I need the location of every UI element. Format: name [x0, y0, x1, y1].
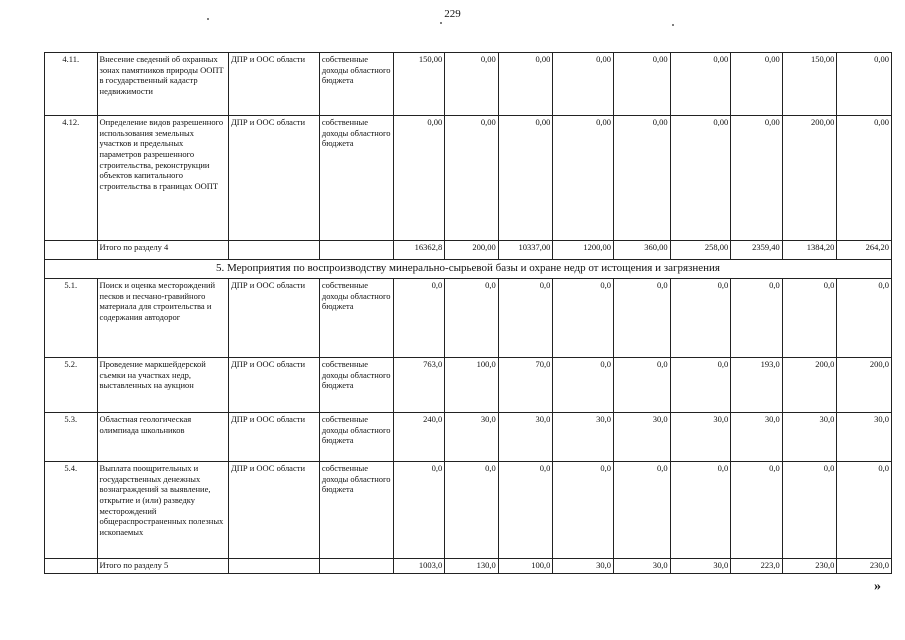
value-cell: 0,00 [498, 116, 553, 241]
total-value: 1003,0 [393, 559, 445, 574]
table-row [45, 358, 892, 413]
value-cell: 0,00 [445, 116, 499, 241]
value-cell: 0,0 [614, 462, 671, 559]
value-cell: 0,0 [837, 279, 892, 358]
total-value: 30,0 [553, 559, 614, 574]
total-value: 2359,40 [731, 241, 783, 260]
empty-cell [319, 241, 393, 260]
value-cell: 0,0 [670, 279, 731, 358]
value-cell: 0,0 [393, 462, 445, 559]
activity-name: Областная геологическая олимпиада школьников [97, 413, 228, 462]
table-row [45, 116, 892, 241]
executor: ДПР и ООС области [228, 358, 319, 413]
funding-source: собственные доходы областного бюджета [319, 116, 393, 241]
value-cell: 0,0 [782, 462, 837, 559]
value-cell: 0,00 [553, 53, 614, 116]
value-cell: 30,0 [670, 413, 731, 462]
value-cell: 0,00 [837, 116, 892, 241]
row-code: 4.11. [45, 53, 98, 116]
empty-cell [45, 559, 98, 574]
table-row [45, 413, 892, 462]
value-cell: 70,0 [498, 358, 553, 413]
value-cell: 0,00 [670, 116, 731, 241]
total-value: 360,00 [614, 241, 671, 260]
table-row [45, 279, 892, 358]
executor: ДПР и ООС области [228, 413, 319, 462]
value-cell: 30,0 [445, 413, 499, 462]
section-heading-row [45, 260, 892, 279]
activity-name: Внесение сведений об охранных зонах памятников природы ООПТ в государственный кадастр недвижимости [97, 53, 228, 116]
value-cell: 0,00 [614, 116, 671, 241]
value-cell: 763,0 [393, 358, 445, 413]
value-cell: 0,0 [498, 279, 553, 358]
total-value: 258,00 [670, 241, 731, 260]
value-cell: 100,0 [445, 358, 499, 413]
funding-source: собственные доходы областного бюджета [319, 53, 393, 116]
total-label: Итого по разделу 5 [97, 559, 228, 574]
value-cell: 0,0 [445, 462, 499, 559]
value-cell: 0,00 [731, 116, 783, 241]
total-row [45, 241, 892, 260]
value-cell: 0,00 [393, 116, 445, 241]
value-cell: 150,00 [782, 53, 837, 116]
executor: ДПР и ООС области [228, 279, 319, 358]
budget-table [44, 52, 892, 574]
value-cell: 200,0 [837, 358, 892, 413]
row-code: 5.4. [45, 462, 98, 559]
total-value: 130,0 [445, 559, 499, 574]
row-code: 5.2. [45, 358, 98, 413]
value-cell: 0,00 [614, 53, 671, 116]
total-value: 30,0 [670, 559, 731, 574]
scan-speck [672, 24, 674, 26]
empty-cell [228, 559, 319, 574]
value-cell: 0,0 [614, 279, 671, 358]
total-label: Итого по разделу 4 [97, 241, 228, 260]
value-cell: 30,0 [837, 413, 892, 462]
continuation-mark: » [874, 579, 881, 594]
value-cell: 0,0 [670, 462, 731, 559]
activity-name: Проведение маркшейдерской съемки на участках недр, выставленных на аукцион [97, 358, 228, 413]
total-value: 230,0 [837, 559, 892, 574]
value-cell: 0,0 [553, 279, 614, 358]
value-cell: 200,0 [782, 358, 837, 413]
total-value: 264,20 [837, 241, 892, 260]
total-value: 16362,8 [393, 241, 445, 260]
row-code: 5.1. [45, 279, 98, 358]
empty-cell [319, 559, 393, 574]
activity-name: Поиск и оценка месторождений песков и песчано-гравийного материала для строительства и содержания автодорог [97, 279, 228, 358]
value-cell: 30,0 [498, 413, 553, 462]
value-cell: 150,00 [393, 53, 445, 116]
empty-cell [45, 241, 98, 260]
value-cell: 200,00 [782, 116, 837, 241]
total-value: 100,0 [498, 559, 553, 574]
total-value: 1384,20 [782, 241, 837, 260]
value-cell: 0,00 [498, 53, 553, 116]
value-cell: 0,00 [670, 53, 731, 116]
row-code: 4.12. [45, 116, 98, 241]
value-cell: 0,00 [553, 116, 614, 241]
funding-source: собственные доходы областного бюджета [319, 358, 393, 413]
value-cell: 0,0 [445, 279, 499, 358]
total-value: 1200,00 [553, 241, 614, 260]
value-cell: 193,0 [731, 358, 783, 413]
scan-speck [207, 18, 209, 20]
funding-source: собственные доходы областного бюджета [319, 279, 393, 358]
value-cell: 0,0 [731, 279, 783, 358]
value-cell: 30,0 [782, 413, 837, 462]
value-cell: 0,0 [553, 358, 614, 413]
row-code: 5.3. [45, 413, 98, 462]
value-cell: 0,0 [614, 358, 671, 413]
section-heading: 5. Мероприятия по воспроизводству минерально-сырьевой базы и охране недр от истощения и загрязнения [45, 260, 892, 279]
value-cell: 0,0 [553, 462, 614, 559]
activity-name: Определение видов разрешенного использования земельных участков и предельных параметров разрешенного строительства, реконструкции объектов капитального строительства в границах ООПТ [97, 116, 228, 241]
total-value: 10337,00 [498, 241, 553, 260]
total-value: 200,00 [445, 241, 499, 260]
value-cell: 0,0 [731, 462, 783, 559]
value-cell: 0,0 [393, 279, 445, 358]
value-cell: 0,00 [731, 53, 783, 116]
executor: ДПР и ООС области [228, 462, 319, 559]
total-value: 230,0 [782, 559, 837, 574]
value-cell: 0,00 [837, 53, 892, 116]
value-cell: 0,0 [837, 462, 892, 559]
page-number: 229 [444, 8, 461, 20]
total-value: 223,0 [731, 559, 783, 574]
value-cell: 0,0 [670, 358, 731, 413]
value-cell: 30,0 [553, 413, 614, 462]
executor: ДПР и ООС области [228, 116, 319, 241]
funding-source: собственные доходы областного бюджета [319, 413, 393, 462]
funding-source: собственные доходы областного бюджета [319, 462, 393, 559]
executor: ДПР и ООС области [228, 53, 319, 116]
activity-name: Выплата поощрительных и государственных денежных вознаграждений за выявление, открытие и (или) разведку месторождений общераспространенных полезных ископаемых [97, 462, 228, 559]
total-row [45, 559, 892, 574]
value-cell: 30,0 [614, 413, 671, 462]
value-cell: 0,0 [782, 279, 837, 358]
value-cell: 0,0 [498, 462, 553, 559]
value-cell: 240,0 [393, 413, 445, 462]
total-value: 30,0 [614, 559, 671, 574]
value-cell: 0,00 [445, 53, 499, 116]
empty-cell [228, 241, 319, 260]
table-row [45, 462, 892, 559]
value-cell: 30,0 [731, 413, 783, 462]
scan-speck [440, 22, 442, 24]
table-row [45, 53, 892, 116]
